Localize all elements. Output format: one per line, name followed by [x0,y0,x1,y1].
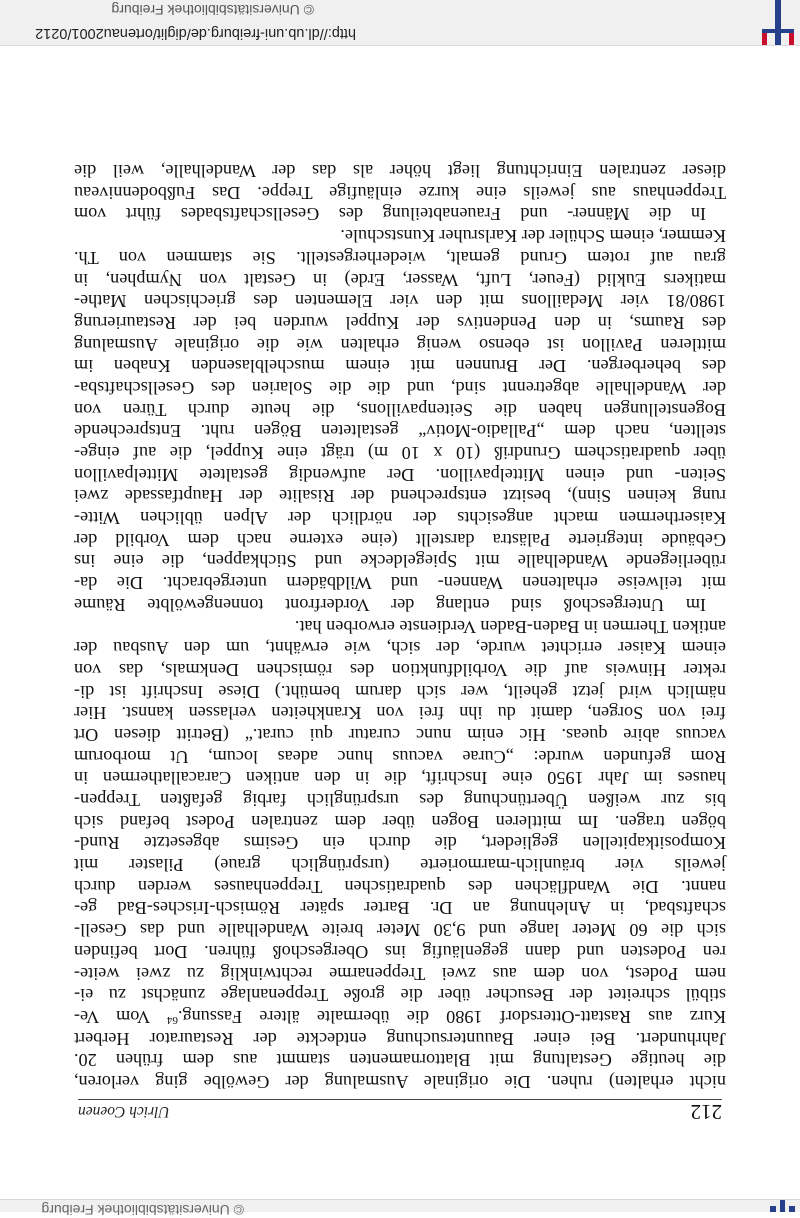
text-line: nannt. Die Wandflächen des quadratischen Treppenhauses werden durch [74,876,726,897]
text-line: Seiten- und einen Mittelpavillon. Der aufwendig gestaltete Mittelpavillon [74,464,726,485]
viewer-top-strip [0,1199,800,1218]
text-line: dieser zentralen Einrichtung liegt höher als das der Wandelhalle, weil die [74,161,726,182]
text-line-paragraph-start: In die Männer- und Frauenabteilung des Gesellschaftsbades führt vom [74,204,706,225]
watermark-text-top: © Universitätsbibliothek Freiburg [41,1202,244,1218]
text-line: einem Kaiser errichtet wurde, der sich, wie erwähnt, um den Ausbau der [74,638,726,659]
watermark-text-bottom: © Universitätsbibliothek Freiburg [111,2,314,18]
text-line: Kompositkapitellen gegliedert, die durch ein Gesims abgesetzte Rund- [74,833,726,854]
text-line-paragraph-start: Im Untergeschoß sind entlang der Vorderfront tonnengewölbte Räume [74,594,706,615]
text-line: bögen tragen. Im mittleren Bogen über dem zentralen Podest befand sich [74,811,726,832]
text-line: matikers Euklid (Feuer, Luft, Wasser, Erde) in Gestalt von Nymphen, in [74,269,726,290]
text-line: bis zur weißen Übertünchung des ursprünglich farbig gefaßten Treppen- [74,790,726,811]
text-line: 1980/81 vier Medaillons mit den vier Elementen des griechischen Mathe- [74,291,726,312]
text-line: Gebäude integrierte Palästra darstellt (eine externe nach dem Vorbild der [74,529,726,550]
text-line: nicht erhalten) ruhen. Die originale Ausmalung der Gewölbe ging verloren, [74,1072,726,1092]
ub-freiburg-logo-icon [758,0,798,45]
text-line: der Wandelhalle abgetrennt sind, und die die Solarien des Gesellschaftsba- [74,378,726,398]
page-number: 212 [690,1100,722,1124]
text-line-start: Kurz aus Rastatt-Ottersdorf 1980 die übermalte ältere Fassung. [177,1006,726,1027]
text-line: des beherbergen. Der Brunnen mit einem muschelblasenden Knaben im [74,356,726,377]
text-line: schaftsbad, in Anlehnung an Dr. Barter später Römisch-Irisches-Bad ge- [74,898,726,919]
text-line: des Raums, in den Pendentivs der Kuppel wurden bei der Restaurierung [74,312,726,333]
viewer-bottom-strip [0,0,800,46]
text-line: stellten, nach dem „Palladio-Motiv“ gestalteten Bögen ruht. Entsprechende [74,421,726,442]
page-url[interactable]: http://dl.ub.uni-freiburg.de/diglit/ortenau2001/0212 [35,25,356,41]
text-line-paragraph-end: antiken Thermen in Baden-Baden Verdienste erworben hat. [294,616,726,637]
text-line: die heutige Gestaltung mit Blattornamenten stammt aus dem frühen 20. [74,1050,726,1071]
text-line: Treppenhaus aus jeweils eine kurze einläufige Treppe. Das Fußbodenniveau [74,182,726,203]
author-name: Ulrich Coenen [78,1103,170,1120]
text-line: stibül schreitet der Besucher über die große Treppenanlage zunächst zu ei- [74,985,726,1006]
body-text [74,159,726,1092]
text-line-paragraph-end: Kemmer, einem Schüler der Karlsruher Kunstschule. [340,226,726,247]
text-line: über quadratischem Grundriß (10 x 10 m) trägt eine Kuppel, die auf einge- [74,443,726,464]
text-line: frei von Sorgen, damit du ihn frei von Krankheiten verlassen kannst. Hier [74,703,726,724]
text-line-footnote [74,1005,726,1027]
running-head [78,1099,722,1124]
text-line: sich die 60 Meter lange und 9,30 Meter breite Wandelhalle und das Gesell- [74,920,726,941]
text-line: Kaiserthermen macht angesichts der nördlich der Alpen üblichen Witte- [74,508,726,529]
text-line: mit teilweise erhaltenen Wannen- und Wildbädern untergebracht. Die da- [74,573,726,594]
text-line: Rom gefunden wurde: „Curae vacuus hunc adeas locum, Ut morborum [74,746,726,767]
text-line: rekter Hinweis auf die Vorbildfunktion des römischen Denkmals, das von [74,659,726,680]
text-line: nem Podest, von dem aus zwei Treppenarme rechtwinklig zu zwei weite- [74,963,726,984]
text-line: mittleren Pavillon ist ebenso wenig erhalten wie die originale Ausmalung [74,334,726,355]
ub-freiburg-logo-icon [769,1200,797,1212]
text-line: Jahrhundert. Bei einer Bauuntersuchung entdeckte der Restaurator Herbert [74,1028,726,1049]
text-line-tail: Vom Ve- [73,1006,167,1027]
text-line: jeweils vier bräunlich-marmorierte (ursprünglich graue) Pilaster mit [74,855,726,876]
text-line: rüberliegende Wandelhalle mit Spiegeldecke und Stichkappen, die eine ins [74,551,726,572]
text-line: nämlich wird jetzt geheilt, wer sich darum bemüht.) Diese Inschrift ist di- [74,681,726,702]
text-line: hauses im Jahr 1950 eine Inschrift, die in den antiken Caracallathermen in [74,768,726,789]
text-line: ren Podesten und dann gegenläufig ins Obergeschoß führen. Dort befinden [74,941,726,962]
text-line: grau auf rotem Grund gemalt, wiederhergestellt. Sie stammen von Th. [74,247,726,268]
footnote-ref: 64 [166,1013,178,1026]
text-line: rung keinen Sinn), besitzt entsprechend der Risalite der Hauptfassade zwei [74,486,726,507]
text-line: vacuus abire queas. Hic enim nunc curatur qui curat.“ (Betritt diesen Ort [74,725,726,745]
text-line: Bogenstellungen haben die Seitenpavillons, die heute durch Türen von [74,399,726,420]
